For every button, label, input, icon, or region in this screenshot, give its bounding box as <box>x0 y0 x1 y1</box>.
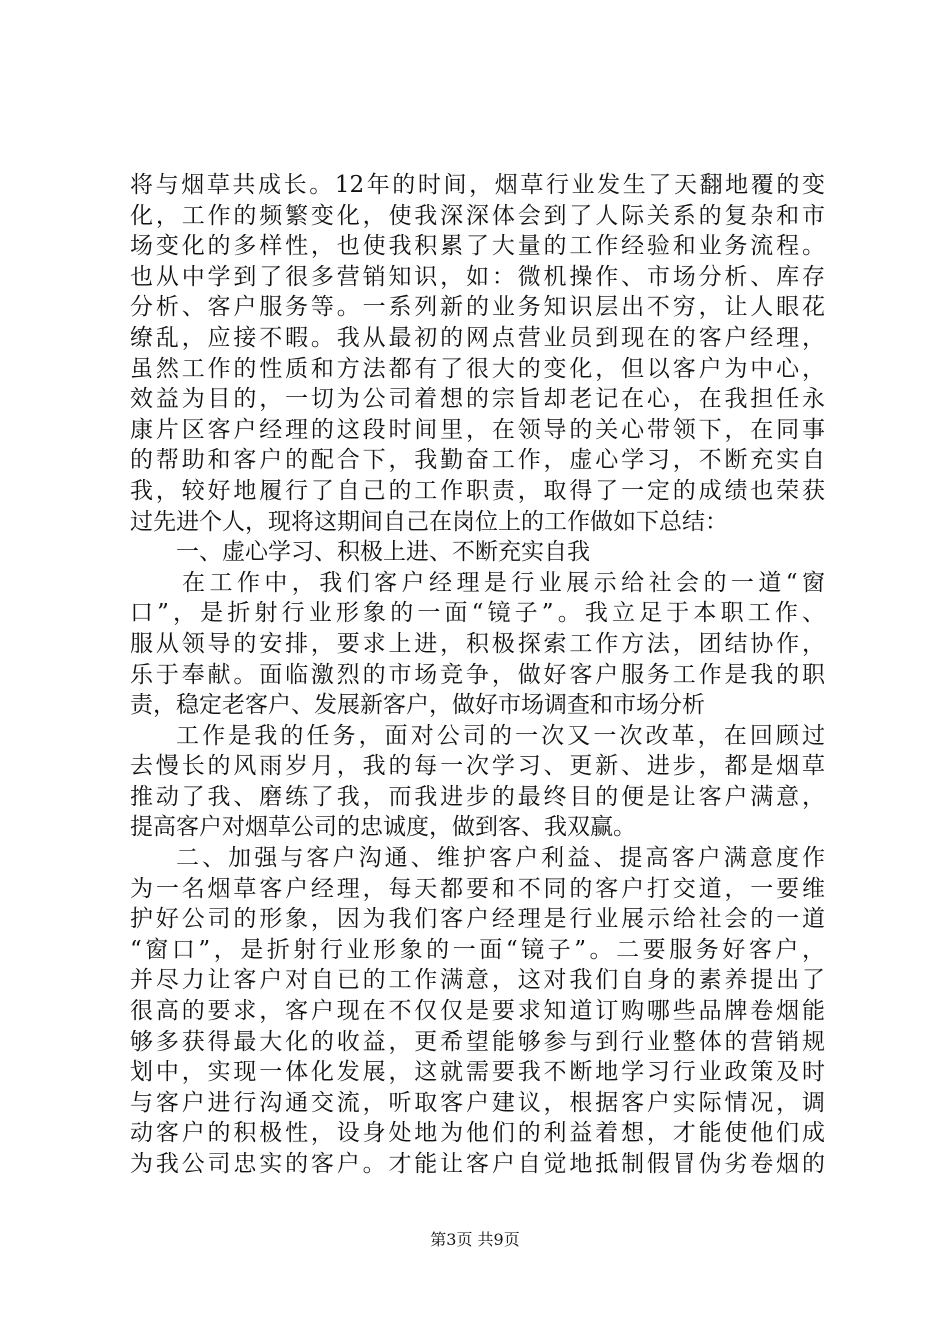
text-line: 为我公司忠实的客户。才能让客户自觉地抵制假冒伪劣卷烟的 <box>130 1151 825 1177</box>
text-line: 过先进个人，现将这期间自己在岗位上的工作做如下总结： <box>130 508 728 535</box>
text-line: 将与烟草共成长。12年的时间，烟草行业发生了天翻地覆的变 <box>130 172 825 198</box>
text-line: 动客户的积极性，设身处地为他们的利益着想，才能使他们成 <box>130 1120 825 1147</box>
text-line: 与客户进行沟通交流，听取客户建议，根据客户实际情况，调 <box>130 1089 825 1116</box>
text-line: 为一名烟草客户经理，每天都要和不同的客户打交道，一要维 <box>130 875 825 902</box>
text-line: 在工作中，我们客户经理是行业展示给社会的一道“窗 <box>182 569 825 596</box>
text-line: 效益为目的，一切为公司着想的宗旨却老记在心，在我担任永 <box>130 386 825 413</box>
text-line: 场变化的多样性，也使我积累了大量的工作经验和业务流程。 <box>130 233 825 260</box>
text-line: 划中，实现一体化发展，这就需要我不断地学习行业政策及时 <box>130 1059 825 1086</box>
text-line: 也从中学到了很多营销知识，如：微机操作、市场分析、库存 <box>130 263 825 290</box>
section-heading-1: 一、虚心学习、积极上进、不断充实自我 <box>176 539 590 566</box>
document-body <box>130 170 825 1180</box>
text-line: 去慢长的风雨岁月，我的每一次学习、更新、进步，都是烟草 <box>130 753 825 780</box>
section-heading-2: 二、加强与客户沟通、维护客户利益、提高客户满意度作 <box>176 845 825 872</box>
text-line: 缭乱，应接不暇。我从最初的网点营业员到现在的客户经理， <box>130 324 825 351</box>
text-line: 我，较好地履行了自己的工作职责，取得了一定的成绩也荣获 <box>130 477 825 504</box>
text-line: 推动了我、磨练了我，而我进步的最终目的便是让客户满意， <box>130 783 825 810</box>
text-line: 化，工作的频繁变化，使我深深体会到了人际关系的复杂和市 <box>130 202 825 229</box>
text-line: 虽然工作的性质和方法都有了很大的变化，但以客户为中心， <box>130 355 825 382</box>
text-line: 分析、客户服务等。一系列新的业务知识层出不穷，让人眼花 <box>130 294 825 321</box>
text-line: 责，稳定老客户、发展新客户，做好市场调查和市场分析 <box>130 692 705 719</box>
text-line: 护好公司的形象，因为我们客户经理是行业展示给社会的一道 <box>130 906 825 933</box>
text-line: 乐于奉献。面临激烈的市场竞争，做好客户服务工作是我的职 <box>130 661 825 688</box>
text-line: 并尽力让客户对自已的工作满意，这对我们自身的素养提出了 <box>130 967 825 994</box>
page-number-label: 第3页 共9页 <box>430 1230 520 1249</box>
text-line: “窗口”，是折射行业形象的一面“镜子”。二要服务好客户， <box>130 936 825 963</box>
text-line: 口”，是折射行业形象的一面“镜子”。我立足于本职工作、 <box>130 600 825 627</box>
text-line: 服从领导的安排，要求上进，积极探索工作方法，团结协作， <box>130 630 825 657</box>
page-footer <box>0 1227 950 1250</box>
text-line: 提高客户对烟草公司的忠诚度，做到客、我双赢。 <box>130 814 636 841</box>
text-line: 够多获得最大化的收益，更希望能够参与到行业整体的营销规 <box>130 1028 825 1055</box>
text-line: 很高的要求，客户现在不仅仅是要求知道订购哪些品牌卷烟能 <box>130 998 825 1025</box>
text-line: 的帮助和客户的配合下，我勤奋工作，虚心学习，不断充实自 <box>130 447 825 474</box>
text-line: 康片区客户经理的这段时间里，在领导的关心带领下，在同事 <box>130 416 825 443</box>
text-line: 工作是我的任务，面对公司的一次又一次改革，在回顾过 <box>176 722 825 749</box>
